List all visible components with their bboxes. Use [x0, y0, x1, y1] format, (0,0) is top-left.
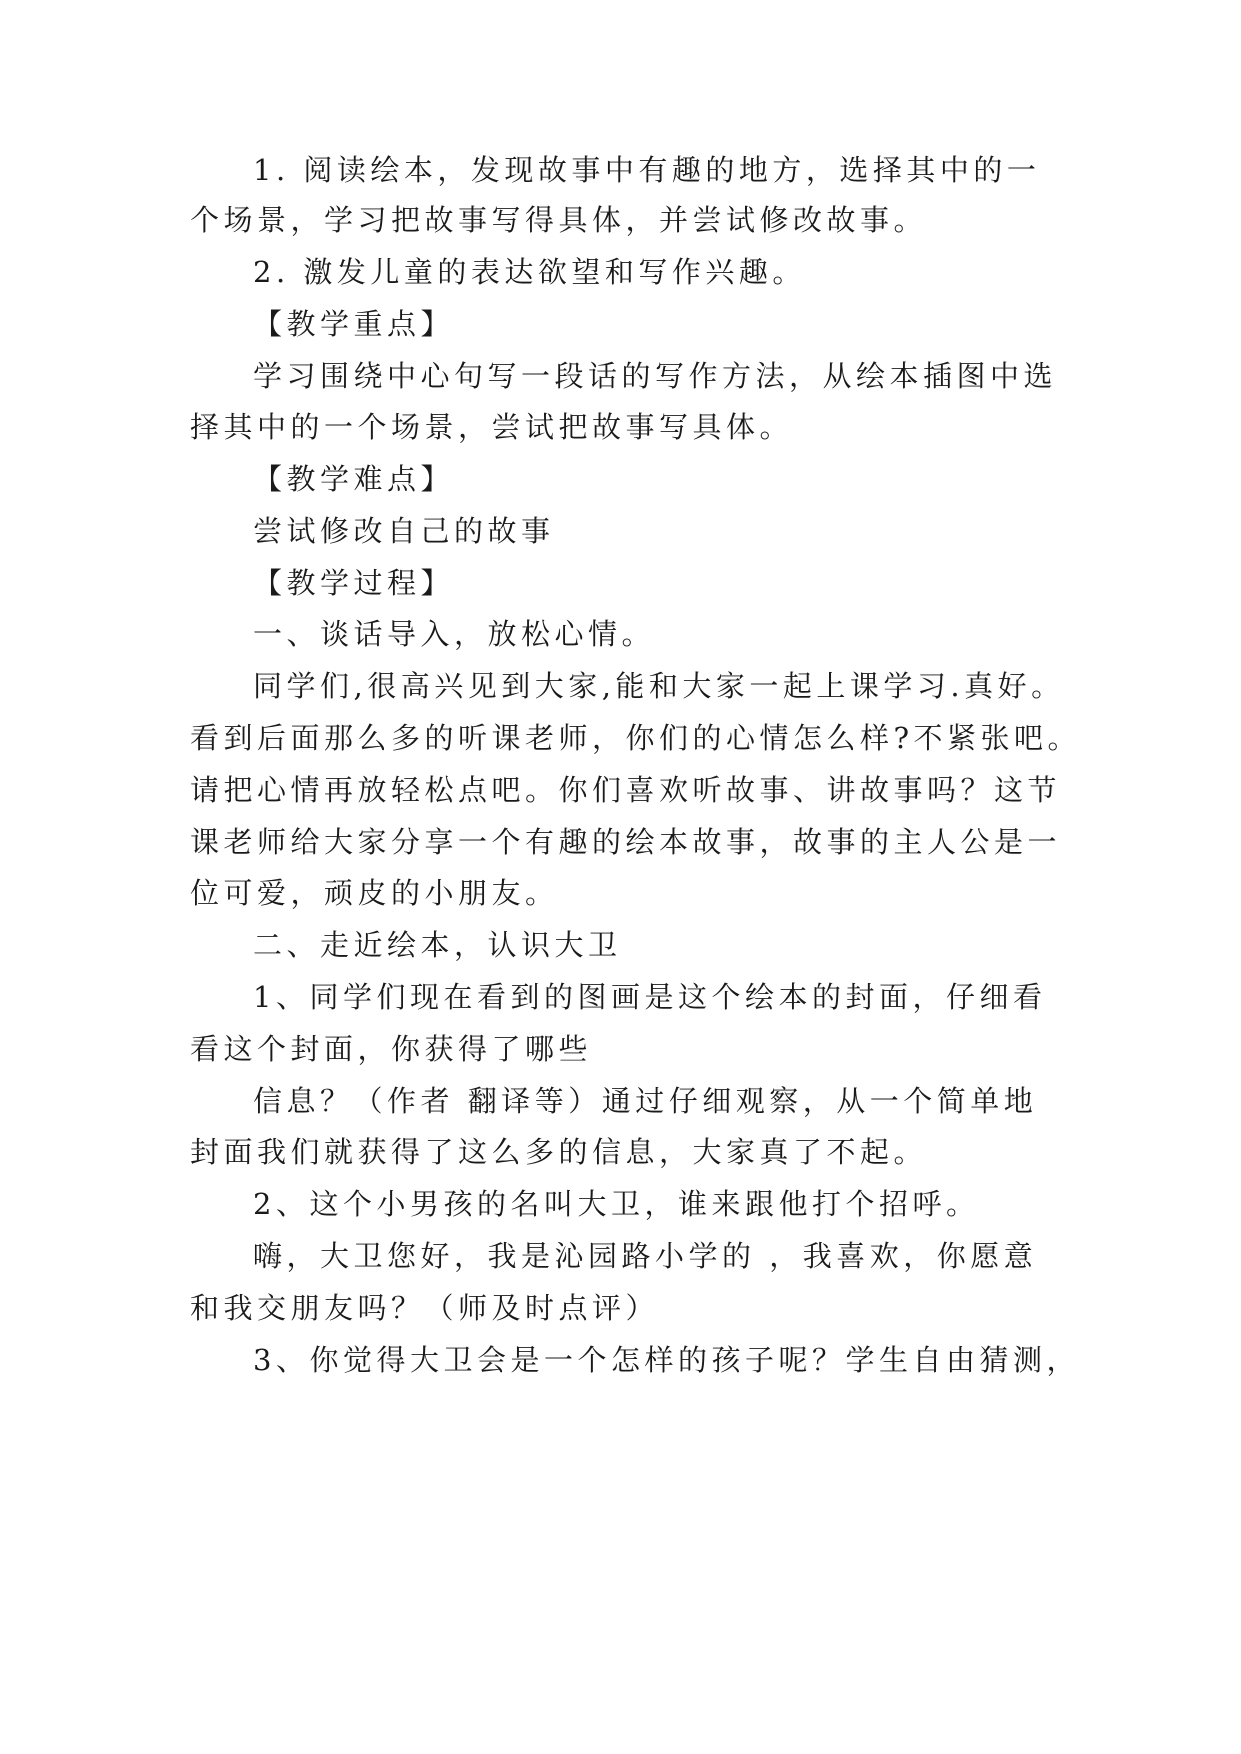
heading-teaching-difficulty: 【教学难点】 — [253, 462, 455, 496]
step-1-line-1: 1、同学们现在看到的图画是这个绘本的封面，仔细看 — [253, 980, 1047, 1014]
objective-1-line-2: 个场景，学习把故事写得具体，并尝试修改故事。 — [190, 203, 928, 237]
heading-teaching-focus: 【教学重点】 — [253, 307, 455, 341]
heading-teaching-process: 【教学过程】 — [253, 566, 455, 600]
focus-line-2: 择其中的一个场景，尝试把故事写具体。 — [190, 410, 794, 444]
step-3-line: 3、你觉得大卫会是一个怎样的孩子呢？学生自由猜测， — [253, 1343, 1080, 1377]
difficulty-line: 尝试修改自己的故事 — [253, 514, 555, 548]
section-1-para-line-4: 课老师给大家分享一个有趣的绘本故事，故事的主人公是一 — [190, 825, 1062, 859]
section-1-para-line-1: 同学们,很高兴见到大家,能和大家一起上课学习.真好。 — [253, 669, 1065, 703]
greeting-line-2: 和我交朋友吗？（师及时点评） — [190, 1291, 660, 1325]
focus-line-1: 学习围绕中心句写一段话的写作方法，从绘本插图中选 — [253, 359, 1058, 393]
step-1-line-3: 信息？（作者 翻译等）通过仔细观察，从一个简单地 — [253, 1084, 1038, 1118]
section-1-para-line-5: 位可爱，顽皮的小朋友。 — [190, 876, 559, 910]
section-1-para-line-3: 请把心情再放轻松点吧。你们喜欢听故事、讲故事吗？这节 — [190, 773, 1062, 807]
section-1-heading: 一、谈话导入，放松心情。 — [253, 617, 656, 651]
objective-1-line-1: 1. 阅读绘本，发现故事中有趣的地方，选择其中的一 — [253, 153, 1041, 187]
section-2-heading: 二、走近绘本，认识大卫 — [253, 928, 622, 962]
section-1-para-line-2: 看到后面那么多的听课老师，你们的心情怎么样?不紧张吧。 — [190, 721, 1082, 755]
step-1-line-2: 看这个封面，你获得了哪些 — [190, 1032, 593, 1066]
step-2-line: 2、这个小男孩的名叫大卫，谁来跟他打个招呼。 — [253, 1187, 980, 1221]
objective-2: 2. 激发儿童的表达欲望和写作兴趣。 — [253, 255, 806, 289]
step-1-line-4: 封面我们就获得了这么多的信息，大家真了不起。 — [190, 1135, 928, 1169]
greeting-line-1: 嗨，大卫您好，我是沁园路小学的 ，我喜欢，你愿意 — [253, 1239, 1038, 1273]
